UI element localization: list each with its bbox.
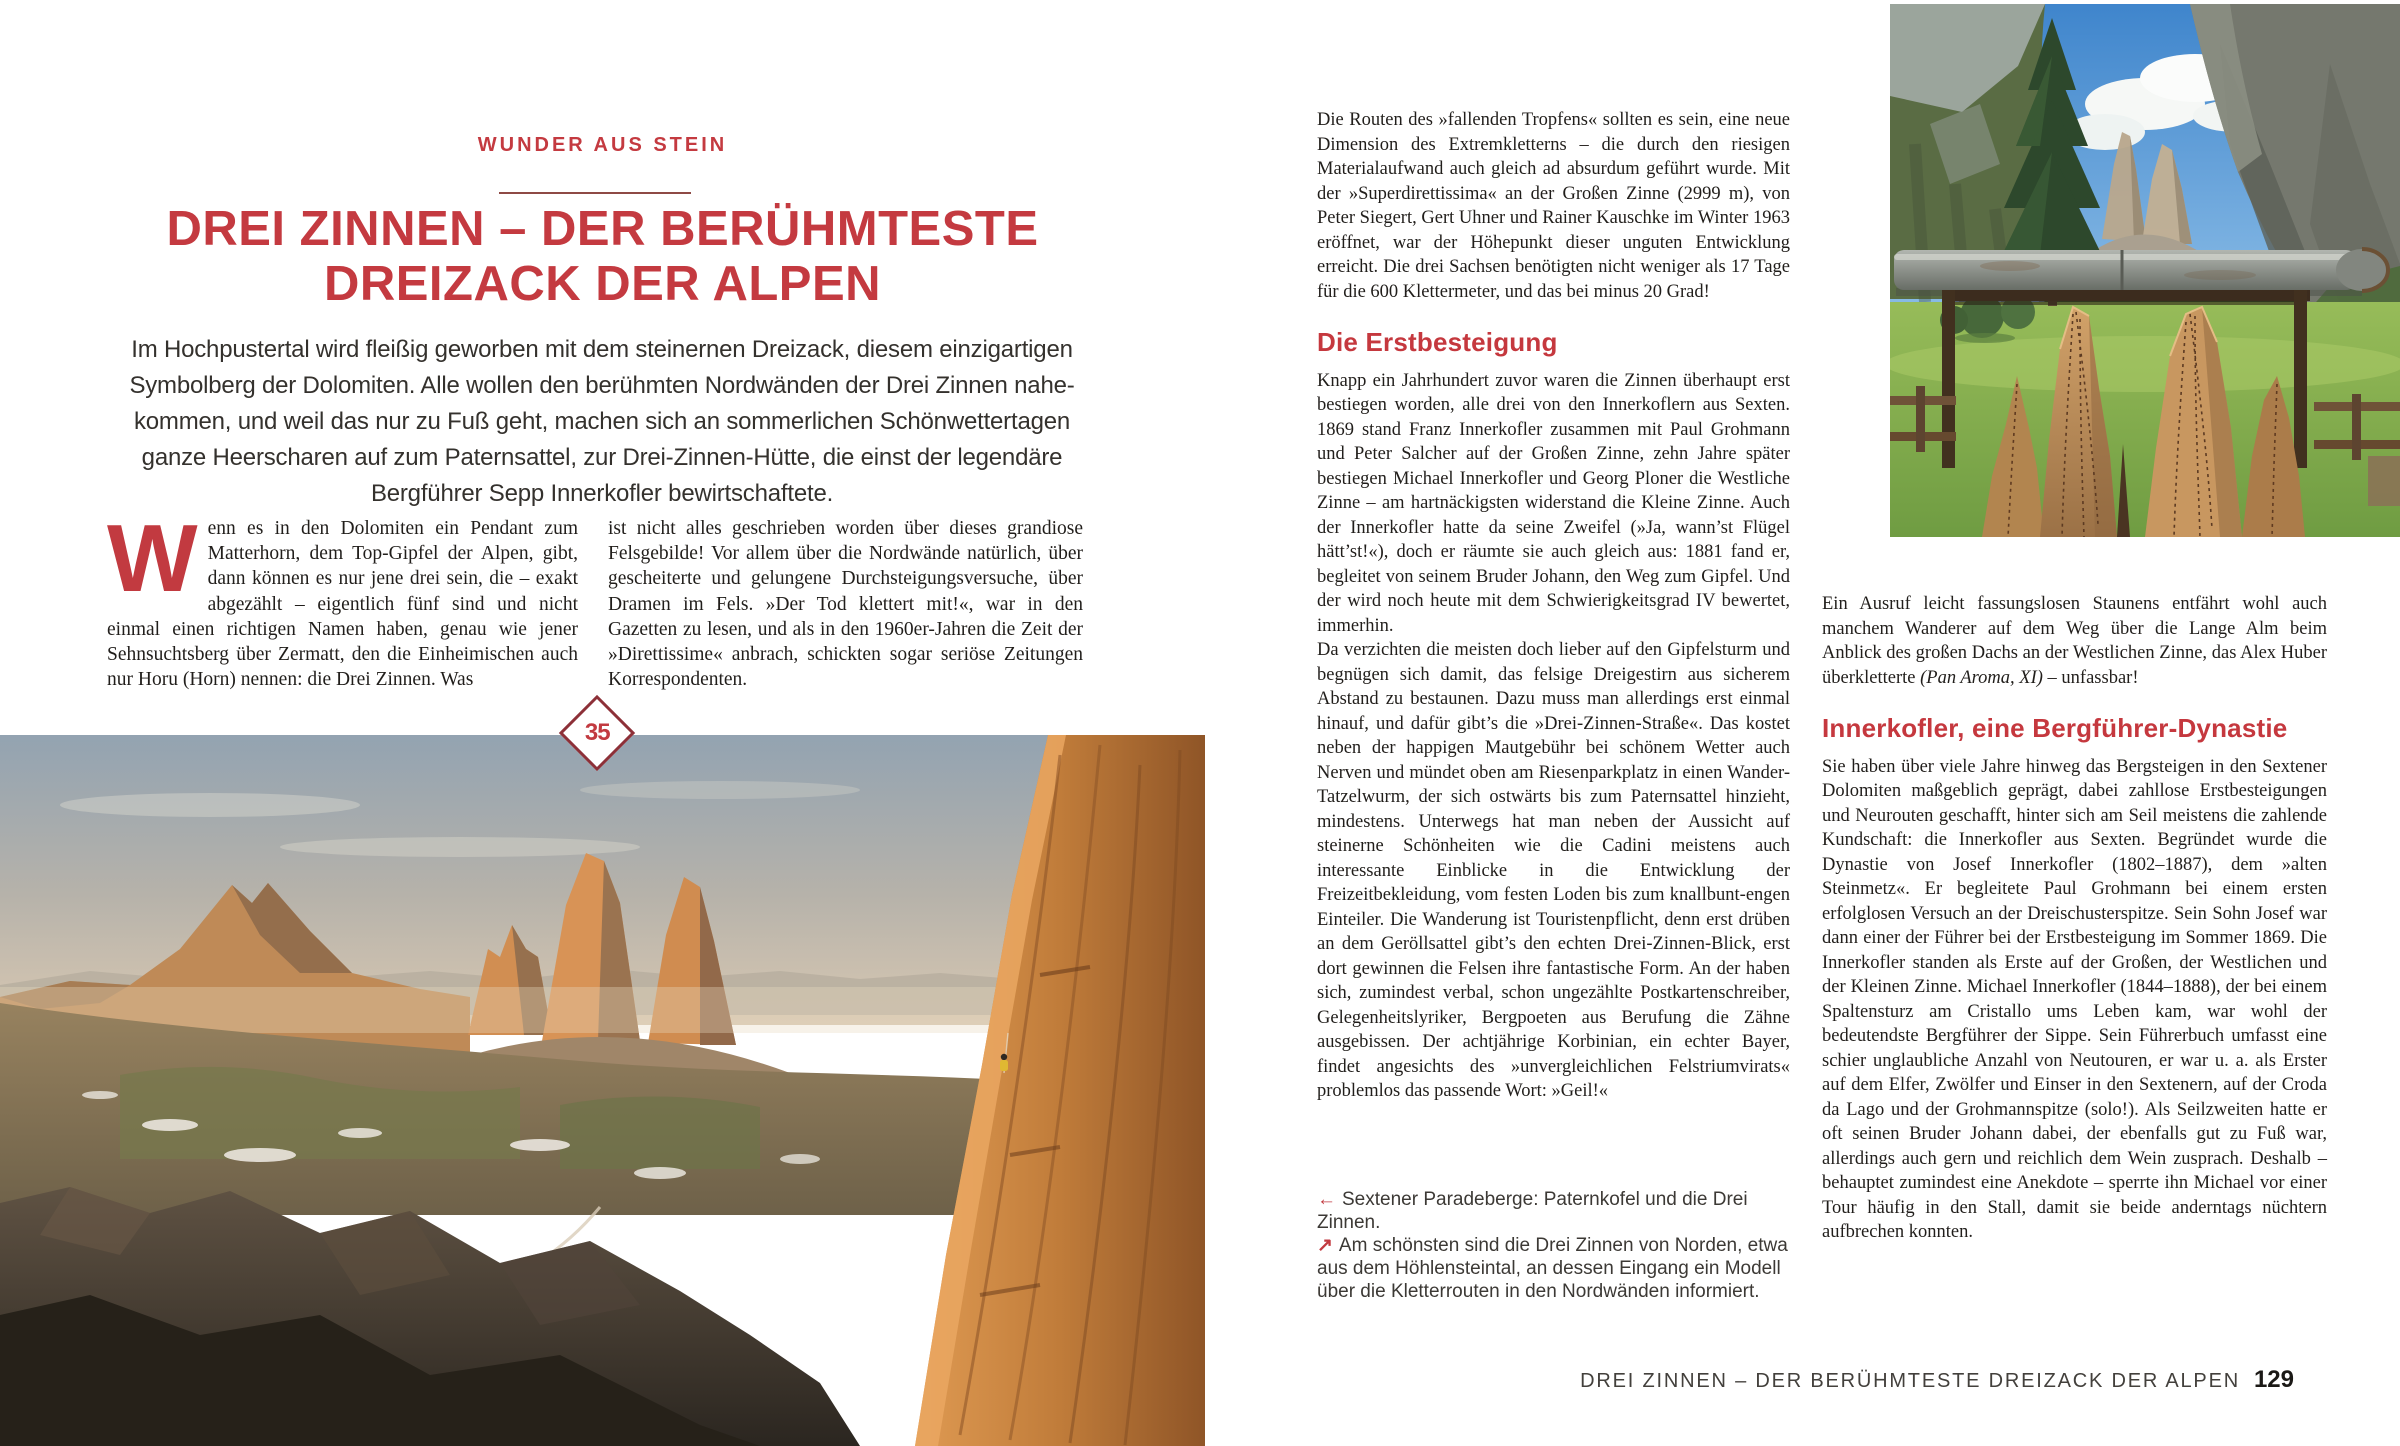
paragraph-ausruf <box>1822 592 2327 690</box>
caption-text: Am schönsten sind die Drei Zinnen von Norden, etwa aus dem Höhlensteintal, an dessen Eingang ein Modell über die Kletterrouten in den Nordwänden informiert. <box>1317 1234 1788 1302</box>
text-column-right <box>1822 592 2327 1245</box>
page-title <box>0 202 1205 312</box>
text-column-center <box>1317 108 1790 1303</box>
running-footer <box>1580 1366 2294 1394</box>
caption-left-photo <box>1317 1188 1790 1234</box>
meadow <box>1890 294 2400 537</box>
kicker-rule <box>499 192 691 194</box>
section-heading-erstbesteigung: Die Erstbesteigung <box>1317 327 1558 357</box>
valley-model-illustration <box>1890 4 2400 537</box>
caption-top-right-photo <box>1317 1234 1790 1303</box>
paragraph-ausruf-text: Ein Ausruf leicht fassungslosen Staunens entfährt wohl auch manchem Wanderer auf dem Weg über die Lange Alm beim Anblick des großen Dachs an der Westlichen Zinne, das Alex Huber überkletterte <box>1822 594 2327 688</box>
section-heading-innerkofler: Innerkofler, eine Bergführer-Dynastie <box>1822 713 2288 743</box>
footer-title: DREI ZINNEN – DER BERÜHMTESTE DREIZACK DER ALPEN <box>1580 1370 2240 1392</box>
intro-line: kommen, und weil das nur zu Fuß geht, machen sich an sommerlichen Schönwettertagen <box>133 408 1071 435</box>
page-number: 129 <box>2253 1366 2294 1393</box>
foreground-rocks <box>0 1187 860 1446</box>
paragraph-wanderung: Da verzichten die meisten doch lieber auf den Gipfelsturm und begnügen sich damit, das felsige Dreigestirn aus sicherem Abstand zu bestaunen. Dazu muss man allerdings erst einmal hinauf, und dafür gibt’s die »Drei-Zinnen-Straße«. Das kostet neben der happigen Mautgebühr bei schönem Wetter auch Nerven und mündet oben am Riesenparkplatz in einen Wander-Tatzelwurm, der sich ostwärts bis zum Paternsattel hinzieht, mindestens. Unterwegs hat man neben der Aussicht auf steinerne Schönheiten wie die Cadini meistens auch interessante Einblicke in die Entwicklung der Freizeitbekleidung, vom festen Loden bis zum knallbunt-engen Einteiler. Die Wanderung ist Touristenpflicht, denn erst drüben an dem Geröllsattel gibt’s den echten Drei-Zinnen-Blick, erst dort gewinnen die Felsen ihre fantastische Form. An der haben sich, zumindest verbal, schon ungezählte Postkartenschreiber, Gelegenheitslyriker, Bergpoeten aus Berufung die Zähne ausgebissen. Der achtjährige Korbinian, ein echter Bayer, findet angesichts des »unvergleichlichen Felstriumvirats« problemlos das passende Wort: »Geil!« <box>1317 640 1790 1101</box>
arrow-up-right-icon: ↗ <box>1317 1234 1333 1256</box>
paragraph-erstbesteigung: Knapp ein Jahrhundert zuvor waren die Zinnen überhaupt erst bestiegen worden, alle drei von den Innerkoflern aus Sexten. 1869 stand Franz Innerkofler zusammen mit Paul Grohmann und Peter Salcher auf der Großen Zinne, zehn Jahre später bestiegen Michael Innerkofler und Georg Ploner die Westliche Zinne – am hartnäckigsten widerstand die Kleine Zinne. Auch der Innerkofler hatte da seine Zweifel (»Ja, wann’st Flügel hätt’st!«), doch er räumte sie auch gleich aus: 1881 fand er, begleitet von seinem Bruder Johann, den Weg zum Gipfel. Und der wird noch heute mit dem Schwierigkeitsgrad IV bewertet, immerhin. <box>1317 370 1790 636</box>
paragraph-dynastie: Sie haben über viele Jahre hinweg das Bergsteigen in den Sextener Dolomiten maßgeblich geprägt, dabei zahllose Erstbesteigungen und Neurouten geschafft, hinter sich am Seil meistens die zahlende Kundschaft: die Innerkofler aus Sexten. Begründet wurde die Dynastie von Josef Innerkofler (1802–1887), dem »alten Steinmetz«. Er begleitete Paul Grohmann bei einem ersten erfolglosen Versuch an der Dreischusterspitze. Sein Sohn Josef war dann einer der Führer bei der Erstbesteigung im Sommer 1869. Die Innerkofler standen als Erste auf der Großen, der Westlichen und der Kleinen Zinne. Michael Innerkofler (1844–1888), der bei einem Spaltensturz am Cristallo ums Leben kam, war wohl der bedeutendste Bergführer der Sippe. Sein Führerbuch umfasst eine schier unglaubliche Anzahl von Neutouren, er war u. a. als Erster auf dem Elfer, Zwölfer und Einser in den Sextenern, auf der Croda da Lago und der Grohmannspitze (solo!). Als Seilzweiten hatte er oft seinen Bruder Johann dabei, der ebenfalls gut zu Fuß war, allerdings auch gern und reichlich dem Wein zusprach. Deshalb – behauptet zumindest eine Anekdote – sperrte ihn Michael vor einer Tour häufig in den Stall, damit sie beide anderntags nüchtern aufbrechen konnten. <box>1822 756 2327 1242</box>
body-column-2: ist nicht alles geschrieben worden über dieses grandiose Felsgebilde! Vor allem über die Nordwände natürlich, über gescheiterte und gelungene Durchsteigungsversuche, über Dramen im Fels. »Der Tod klettert mit!«, war in den Gazetten zu lesen, und als in den 1960er-Jahren die Zeit der »Direttissime« anbrach, schickten sogar seriöse Zeitungen Korrespondenten. <box>608 518 1083 691</box>
paragraph-routes: Die Routen des »fallenden Tropfens« sollten es sein, eine neue Dimension des Extremkletterns – die durch den riesigen Materialaufwand auch gleich ad absurdum geführt wurde. Mit der »Superdirettissima« an der Großen Zinne (2999 m), von Peter Siegert, Gert Uhner und Rainer Kauschke im Winter 1963 eröffnet, war der Höhepunkt dieser unguten Entwicklung erreicht. Die drei Sachsen benötigten nicht weniger als 17 Tage für die 600 Klettermeter, und das bei minus 20 Grad! <box>1317 110 1790 302</box>
title-line-2: DREIZACK DER ALPEN <box>323 256 882 311</box>
intro-line: Symbolberg der Dolomiten. Alle wollen den berühmten Nordwänden der Drei Zinnen nahe- <box>129 372 1075 399</box>
paragraph-ausruf-end: – unfassbar! <box>2042 667 2139 688</box>
route-name-italic: (Pan Aroma, XI) <box>1920 667 2043 688</box>
body-column-1 <box>107 505 578 692</box>
photo-drei-zinnen-sunset <box>0 735 1205 1446</box>
kicker: WUNDER AUS STEIN <box>477 134 728 156</box>
arrow-left-icon: ← <box>1317 1188 1336 1210</box>
intro-line: ganze Heerscharen auf zum Paternsattel, zur Drei-Zinnen-Hütte, die einst der legendäre <box>141 444 1063 471</box>
sunset-panorama-illustration <box>0 735 1205 1446</box>
title-line-1: DREI ZINNEN – DER BERÜHMTESTE <box>166 202 1039 256</box>
intro-paragraph <box>72 332 1132 512</box>
caption-text: Sextener Paradeberge: Paternkofel und die Drei Zinnen. <box>1317 1188 1748 1233</box>
intro-line: Im Hochpustertal wird fleißig geworben mit dem steinernen Dreizack, diesem einzigartigen <box>131 336 1073 363</box>
photo-captions <box>1317 1188 1790 1303</box>
photo-hoehlensteintal-model <box>1890 4 2400 537</box>
badge-number: 35 <box>584 718 610 746</box>
drop-cap: W <box>107 505 198 612</box>
intro-line: Bergführer Sepp Innerkofler bewirtschaftete. <box>370 480 834 507</box>
body-column-1-text: enn es in den Dolomiten ein Pendant zum Matterhorn, dem Top-Gipfel der Alpen, gibt, dann können es nur jene drei sein, die – exakt abgezählt – eigentlich fünf sind und nicht einmal einen richtigen Namen haben, genau wie jener Sehnsuchtsberg über Zermatt, den die Einheimischen auch nur Horu (Horn) nennen: die Drei Zinnen. Was <box>107 518 578 691</box>
info-display-roof <box>1894 249 2388 296</box>
